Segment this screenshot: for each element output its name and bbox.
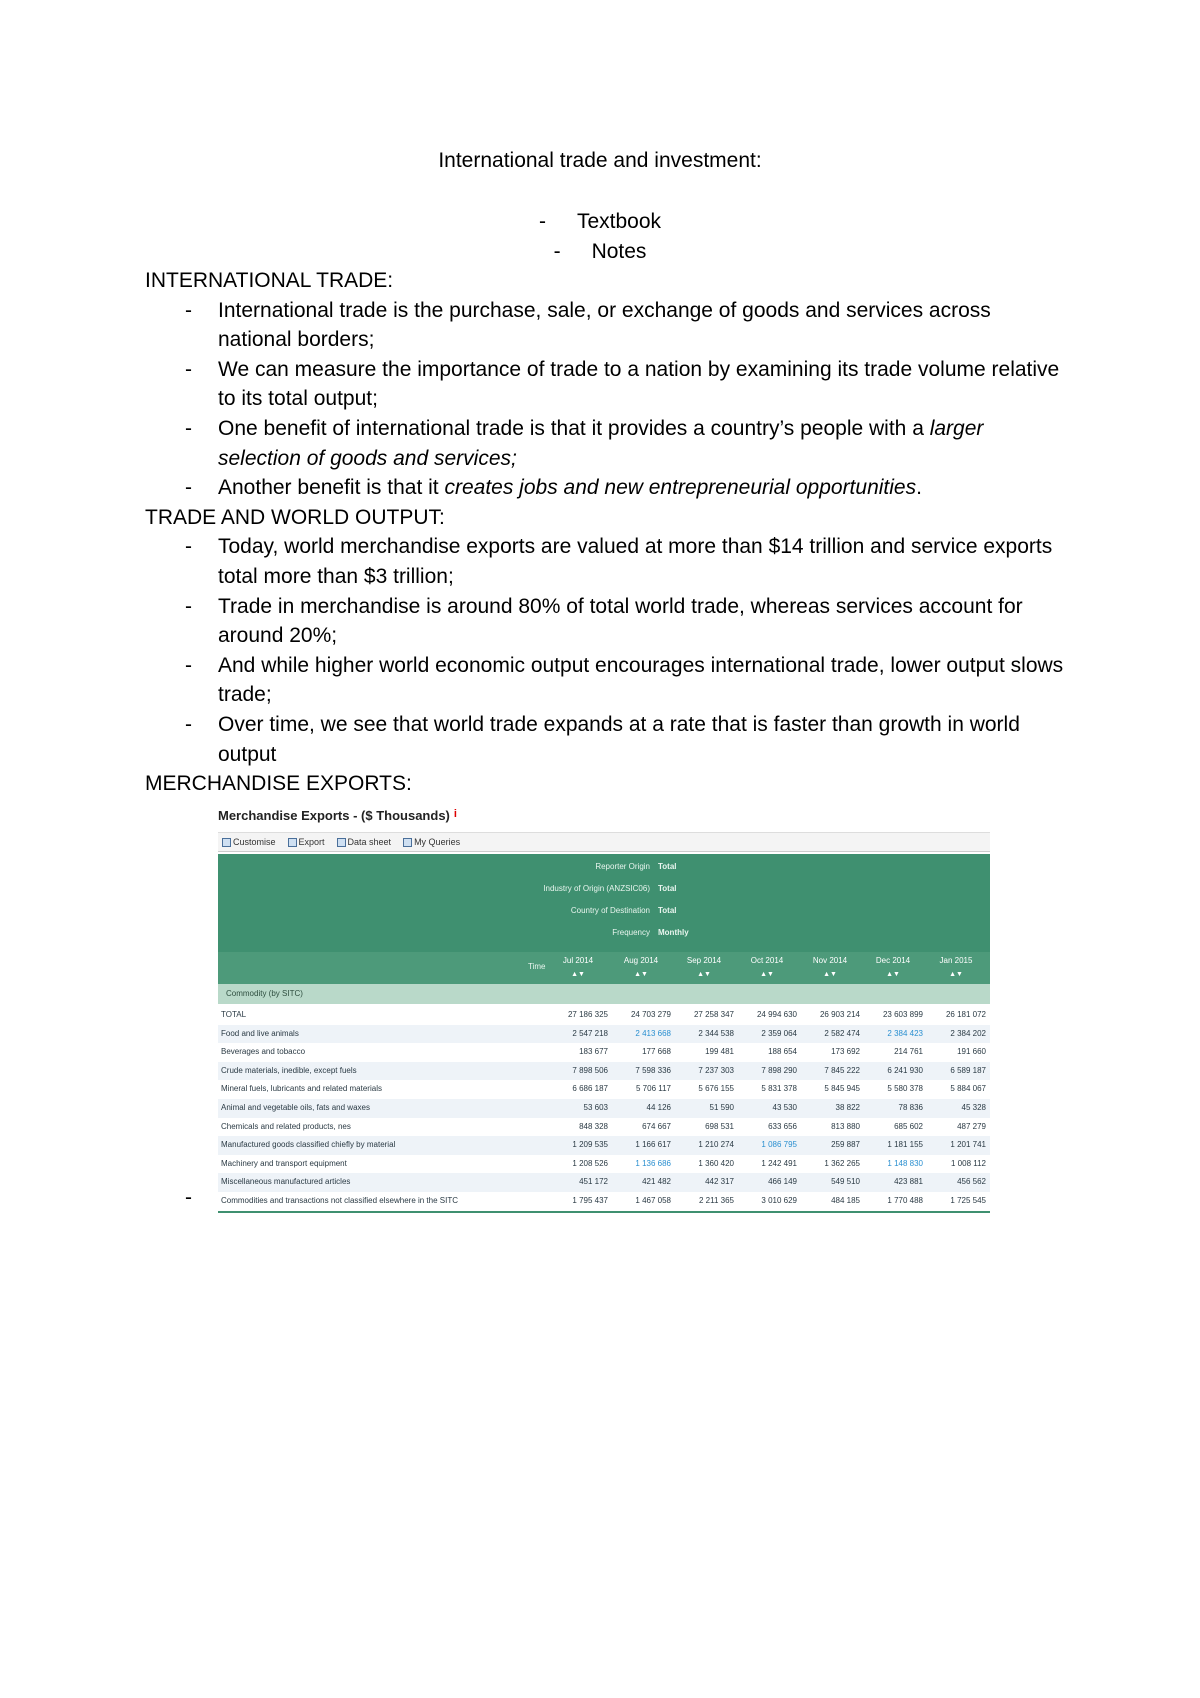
row-label: Miscellaneous manufactured articles — [221, 1177, 351, 1187]
cell-value: 1 795 437 — [572, 1195, 608, 1205]
period-header[interactable] — [674, 956, 734, 978]
cell-value: 199 481 — [705, 1047, 734, 1057]
table-row — [218, 1006, 990, 1025]
bullet-dash: - — [185, 653, 192, 677]
row-label: Chemicals and related products, nes — [221, 1121, 351, 1131]
sort-icon[interactable]: ▲▼ — [886, 971, 900, 978]
cell-value: 421 482 — [642, 1177, 671, 1187]
row-label: Manufactured goods classified chiefly by material — [221, 1140, 396, 1150]
cell-value: 43 530 — [772, 1102, 797, 1112]
toolbar-button-label: Export — [298, 837, 325, 847]
row-label: Commodities and transactions not classified elsewhere in the SITC — [221, 1195, 458, 1205]
period-header[interactable] — [548, 956, 608, 978]
bullet-dash: - — [185, 535, 192, 559]
bullet-text-italic: larger selection of goods and services; — [218, 416, 984, 470]
bullet-dash: - — [185, 712, 192, 736]
cell-value: 7 237 303 — [698, 1065, 734, 1075]
filter-value: Total — [658, 906, 677, 915]
period-label: Nov 2014 — [812, 956, 848, 965]
row-label: Beverages and tobacco — [221, 1047, 306, 1057]
screenshot-table — [218, 1006, 990, 1211]
cell-value: 848 328 — [579, 1121, 608, 1131]
cell-value-link[interactable]: 1 136 686 — [635, 1158, 671, 1168]
cell-value: 51 590 — [709, 1102, 734, 1112]
cell-value: 423 881 — [894, 1177, 923, 1187]
bullet-text-italic: creates jobs and new entrepreneurial opportunities — [444, 476, 917, 500]
period-header[interactable] — [611, 956, 671, 978]
period-header[interactable] — [800, 956, 860, 978]
cell-value: 1 209 535 — [572, 1140, 608, 1150]
cell-value: 191 660 — [957, 1047, 986, 1057]
period-header[interactable] — [863, 956, 923, 978]
time-label: Time — [528, 962, 546, 971]
toolbar-button-label: Data sheet — [347, 837, 392, 847]
cell-value: 2 359 064 — [761, 1028, 797, 1038]
filter-label[interactable]: Industry of Origin (ANZSIC06) — [543, 884, 650, 893]
screenshot-toolbar — [218, 832, 990, 852]
table-row — [218, 1043, 990, 1062]
cell-value: 698 531 — [705, 1121, 734, 1131]
cell-value: 26 181 072 — [945, 1010, 986, 1019]
section-heading: INTERNATIONAL TRADE: — [145, 269, 394, 292]
cell-value: 7 598 336 — [635, 1065, 671, 1075]
cell-value: 1 770 488 — [887, 1195, 923, 1205]
table-row — [218, 1118, 990, 1137]
cell-value: 173 692 — [831, 1047, 860, 1057]
toolbar-button[interactable] — [222, 837, 276, 847]
cell-value: 53 603 — [583, 1102, 608, 1112]
centered-item-text: Textbook — [576, 210, 662, 233]
cell-value: 45 328 — [961, 1102, 986, 1112]
row-label: TOTAL — [221, 1010, 247, 1019]
cell-value: 7 898 290 — [761, 1065, 797, 1075]
bullet-dash: - — [185, 476, 192, 500]
document-title: International trade and investment: — [438, 149, 762, 172]
cell-value-link[interactable]: 2 413 668 — [635, 1028, 671, 1038]
centered-item — [0, 207, 1200, 237]
table-row — [218, 1062, 990, 1081]
cell-value: 2 582 474 — [824, 1028, 860, 1038]
row-label: Food and live animals — [221, 1028, 299, 1038]
cell-value: 24 703 279 — [630, 1010, 671, 1019]
filter-value: Total — [658, 862, 677, 871]
toolbar-icon — [222, 838, 231, 847]
trailing-bullet-dash: - — [185, 1186, 192, 1209]
cell-value: 26 903 214 — [819, 1010, 860, 1019]
sort-icon[interactable]: ▲▼ — [634, 971, 648, 978]
cell-value: 1 467 058 — [635, 1195, 671, 1205]
filter-row — [218, 858, 990, 878]
cell-value: 5 884 067 — [950, 1084, 986, 1094]
screenshot-group-header — [218, 984, 990, 1004]
filter-row — [218, 924, 990, 944]
bullet-item — [145, 414, 1065, 473]
bullet-dash: - — [185, 416, 192, 440]
bullet-text: Trade in merchandise is around 80% of total world trade, whereas services account for around 20%; — [218, 594, 1023, 648]
cell-value: 1 008 112 — [951, 1158, 986, 1168]
cell-value: 214 761 — [894, 1047, 923, 1057]
cell-value: 7 845 222 — [824, 1065, 860, 1075]
sort-icon[interactable]: ▲▼ — [697, 971, 711, 978]
cell-value: 1 181 155 — [887, 1140, 923, 1150]
cell-value: 188 654 — [768, 1047, 797, 1057]
cell-value: 177 668 — [642, 1047, 671, 1057]
bullet-item — [145, 592, 1065, 651]
cell-value: 44 126 — [646, 1102, 671, 1112]
cell-value: 5 676 155 — [698, 1084, 734, 1094]
screenshot-title-text: Merchandise Exports - ($ Thousands) — [218, 808, 450, 823]
period-header[interactable] — [737, 956, 797, 978]
cell-value: 78 836 — [898, 1102, 923, 1112]
cell-value: 2 547 218 — [572, 1028, 608, 1038]
bullet-item — [145, 532, 1065, 591]
cell-value: 27 258 347 — [693, 1010, 734, 1019]
bullet-text: International trade is the purchase, sale, or exchange of goods and services across national borders; — [218, 298, 991, 352]
period-label: Jan 2015 — [939, 956, 973, 965]
bullet-item — [145, 651, 1065, 710]
period-label: Oct 2014 — [750, 956, 784, 965]
centered-item — [0, 237, 1200, 267]
filter-label[interactable]: Frequency — [612, 928, 650, 937]
cell-value: 487 279 — [957, 1121, 986, 1131]
row-label: Machinery and transport equipment — [221, 1158, 347, 1168]
filter-row — [218, 902, 990, 922]
row-label: Mineral fuels, lubricants and related materials — [221, 1084, 382, 1094]
bullet-text: Over time, we see that world trade expands at a rate that is faster than growth in world output — [218, 712, 1020, 766]
info-icon: i — [453, 808, 457, 820]
period-label: Jul 2014 — [562, 956, 594, 965]
toolbar-button[interactable] — [337, 837, 392, 847]
cell-value: 674 667 — [642, 1121, 671, 1131]
cell-value: 27 186 325 — [567, 1010, 608, 1019]
bullet-text: One benefit of international trade is that it provides a country’s people with a — [218, 416, 930, 440]
cell-value: 6 686 187 — [572, 1084, 608, 1094]
cell-value: 5 580 378 — [887, 1084, 923, 1094]
cell-value: 1 166 617 — [635, 1140, 671, 1150]
cell-value: 2 384 202 — [950, 1028, 986, 1038]
cell-value: 3 010 629 — [761, 1195, 797, 1205]
screenshot-filters — [218, 854, 990, 952]
filter-value: Monthly — [658, 928, 689, 937]
bullet-item — [145, 710, 1065, 769]
bullet-list — [145, 296, 1065, 503]
cell-value: 1 210 274 — [698, 1140, 734, 1150]
centered-item-text: Notes — [591, 239, 647, 263]
sort-icon[interactable]: ▲▼ — [571, 971, 585, 978]
cell-value: 633 656 — [768, 1121, 797, 1131]
bullet-dash: - — [553, 239, 561, 263]
period-label: Dec 2014 — [875, 956, 911, 965]
screenshot-title — [218, 808, 457, 823]
period-header[interactable] — [926, 956, 986, 978]
section-heading: MERCHANDISE EXPORTS: — [145, 772, 412, 796]
cell-value: 685 602 — [894, 1121, 923, 1131]
cell-value: 38 822 — [835, 1102, 860, 1112]
bullet-item — [145, 355, 1065, 414]
table-row — [218, 1136, 990, 1155]
sort-icon[interactable]: ▲▼ — [823, 971, 837, 978]
cell-value: 2 211 365 — [699, 1195, 734, 1205]
cell-value: 2 344 538 — [698, 1028, 734, 1038]
table-row — [218, 1155, 990, 1174]
bullet-text: Today, world merchandise exports are valued at more than $14 trillion and service exports total more than $3 trillion; — [218, 535, 1053, 588]
row-label: Crude materials, inedible, except fuels — [221, 1065, 357, 1075]
bullet-dash: - — [185, 594, 192, 618]
bullet-item — [145, 473, 1065, 503]
filter-row — [218, 880, 990, 900]
merchandise-exports-screenshot — [218, 808, 990, 1208]
screenshot-time-header — [218, 952, 990, 984]
cell-value: 5 845 945 — [824, 1084, 860, 1094]
toolbar-button-label: My Queries — [414, 837, 461, 847]
cell-value: 451 172 — [579, 1177, 608, 1187]
sort-icon[interactable]: ▲▼ — [760, 971, 774, 978]
filter-label[interactable]: Country of Destination — [570, 906, 650, 915]
toolbar-icon — [403, 838, 412, 847]
cell-value: 466 149 — [768, 1177, 797, 1187]
cell-value-link[interactable]: 2 384 423 — [887, 1028, 923, 1038]
cell-value-link[interactable]: 1 086 795 — [761, 1140, 797, 1150]
cell-value-link[interactable]: 1 148 830 — [887, 1158, 923, 1168]
bullet-list — [145, 532, 1065, 769]
bullet-item — [145, 296, 1065, 355]
section-heading: TRADE AND WORLD OUTPUT: — [145, 505, 445, 529]
bullet-dash: - — [185, 298, 192, 322]
table-bottom-border — [218, 1211, 990, 1213]
table-row — [218, 1080, 990, 1099]
cell-value: 23 603 899 — [882, 1010, 923, 1019]
cell-value: 484 185 — [831, 1195, 860, 1205]
cell-value: 5 831 378 — [761, 1084, 797, 1094]
cell-value: 7 898 506 — [572, 1065, 608, 1075]
centered-list — [0, 207, 1200, 266]
bullet-text: . — [916, 476, 922, 500]
toolbar-icon — [288, 838, 297, 847]
document-body — [145, 266, 1065, 799]
period-label: Sep 2014 — [686, 956, 722, 965]
cell-value: 1 362 265 — [824, 1158, 860, 1168]
table-row — [218, 1025, 990, 1044]
table-row — [218, 1173, 990, 1192]
cell-value: 549 510 — [831, 1177, 860, 1187]
table-row — [218, 1099, 990, 1118]
group-label: Commodity (by SITC) — [226, 989, 303, 998]
toolbar-icon — [337, 838, 346, 847]
toolbar-button[interactable] — [288, 837, 325, 847]
cell-value: 1 201 741 — [950, 1140, 986, 1150]
cell-value: 5 706 117 — [636, 1084, 671, 1094]
row-label: Animal and vegetable oils, fats and waxes — [221, 1102, 370, 1112]
period-label: Aug 2014 — [623, 956, 659, 965]
table-row — [218, 1192, 990, 1211]
toolbar-button-label: Customise — [233, 837, 276, 847]
cell-value: 456 562 — [957, 1177, 986, 1187]
bullet-dash: - — [538, 210, 546, 233]
cell-value: 6 241 930 — [887, 1065, 923, 1075]
bullet-dash: - — [185, 357, 192, 381]
filter-value: Total — [658, 884, 677, 893]
toolbar-button[interactable] — [403, 837, 460, 847]
cell-value: 813 880 — [831, 1121, 860, 1131]
sort-icon[interactable]: ▲▼ — [949, 971, 963, 978]
bullet-text: Another benefit is that it — [218, 476, 445, 500]
bullet-text: And while higher world economic output encourages international trade, lower output slows trade; — [218, 653, 1064, 707]
cell-value: 1 208 526 — [572, 1158, 608, 1168]
cell-value: 1 242 491 — [761, 1158, 797, 1168]
cell-value: 183 677 — [579, 1047, 608, 1057]
cell-value: 1 725 545 — [950, 1195, 986, 1205]
cell-value: 6 589 187 — [950, 1065, 986, 1075]
cell-value: 1 360 420 — [698, 1158, 734, 1168]
cell-value: 442 317 — [705, 1177, 734, 1187]
cell-value: 259 887 — [831, 1140, 860, 1150]
filter-label[interactable]: Reporter Origin — [595, 862, 650, 871]
cell-value: 24 994 630 — [756, 1010, 797, 1019]
bullet-text: We can measure the importance of trade to a nation by examining its trade volume relative to its total output; — [218, 357, 1060, 411]
